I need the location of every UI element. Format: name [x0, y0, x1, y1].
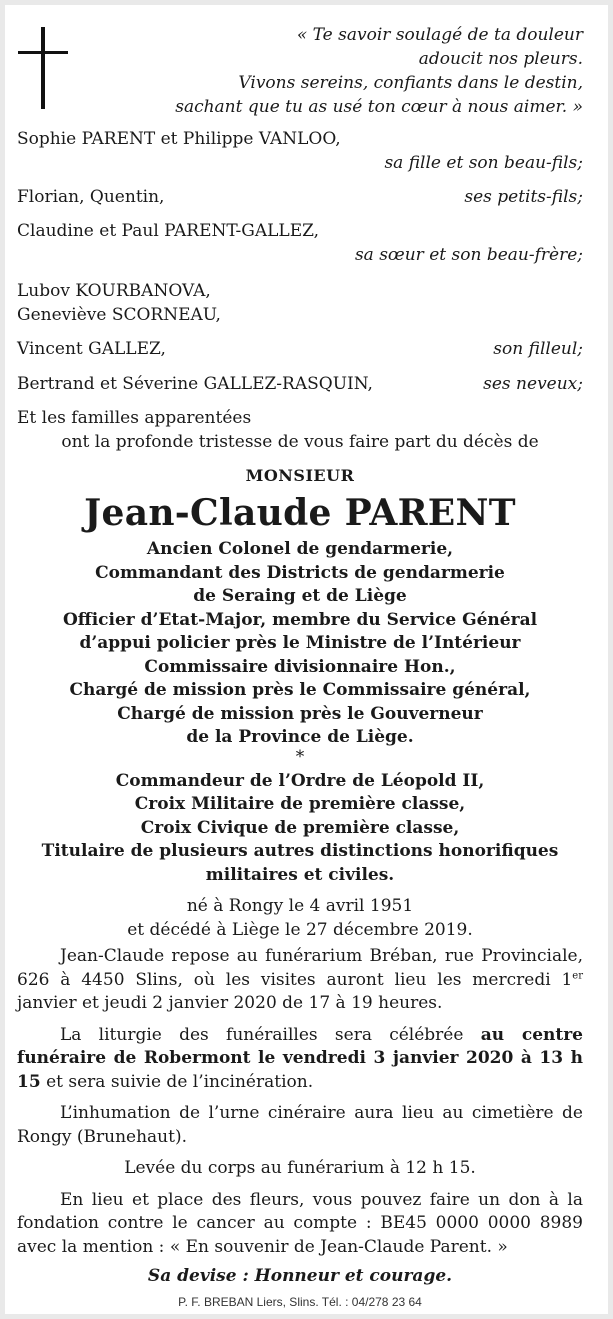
honors-block [17, 770, 583, 888]
poem [113, 23, 583, 119]
honor-line: militaires et civiles. [205, 864, 395, 885]
death-line: et décédé à Liège le 27 décembre 2019. [127, 919, 473, 940]
deceased-name: Jean-Claude PARENT [84, 492, 516, 534]
visits-sup: er [572, 969, 583, 981]
family-names: Geneviève SCORNEAU, [17, 305, 221, 325]
family-relation: son filleul; [493, 339, 583, 359]
family-relation: sa sœur et son beau-frère; [354, 244, 583, 265]
title-line: de la Province de Liège. [186, 727, 414, 747]
levee-line: Levée du corps au funérarium à 12 h 15. [124, 1158, 476, 1178]
burial-paragraph: L’inhumation de l’urne cinéraire aura lieu au cimetière de Rongy (Brunehaut). [17, 1103, 583, 1147]
liturgy-paragraph [17, 1024, 583, 1095]
announcement-text: ont la profonde tristesse de vous faire part du décès de [61, 432, 539, 452]
family-relation: ses petits-fils; [464, 186, 583, 207]
family-entry [17, 280, 583, 304]
family-names: Claudine et Paul PARENT-GALLEZ, [17, 220, 320, 241]
family-entry [17, 338, 583, 362]
title-line: Officier d’Etat-Major, membre du Service Général [62, 609, 538, 630]
titles-block [17, 538, 583, 750]
honorific: MONSIEUR [245, 465, 355, 485]
title-line: Chargé de mission près le Commissaire général, [69, 680, 531, 700]
birth-line: né à Rongy le 4 avril 1951 [186, 896, 414, 916]
liturgy-text: La liturgie des funérailles sera célébrée [60, 1024, 481, 1045]
family-names: Florian, Quentin, [17, 186, 165, 207]
title-line: Commandant des Districts de gendarmerie [95, 562, 505, 583]
visits-paragraph [17, 945, 583, 1016]
poem-line: Vivons sereins, confiants dans le destin, [238, 73, 583, 93]
honor-line: Croix Civique de première classe, [140, 817, 460, 838]
family-entry [17, 220, 583, 244]
visits-text-end: janvier et jeudi 2 janvier 2020 de 17 à 19 heures. [17, 993, 443, 1013]
honor-line: Titulaire de plusieurs autres distinctions honorifiques [41, 841, 559, 861]
liturgy-text-end: et sera suivie de l’incinération. [40, 1071, 314, 1092]
family-relation: sa fille et son beau-fils; [384, 153, 583, 173]
family-names: Vincent GALLEZ, [17, 339, 166, 359]
poem-line: adoucit nos pleurs. [418, 49, 583, 69]
honor-line: Commandeur de l’Ordre de Léopold II, [115, 770, 485, 791]
title-line: Ancien Colonel de gendarmerie, [146, 539, 454, 559]
funeral-home-footer: P. F. BREBAN Liers, Slins. Tél. : 04/278 23 64 [178, 1294, 422, 1309]
donation-paragraph: En lieu et place des fleurs, vous pouvez faire un don à la fondation contre le cancer au compte : BE45 0000 0000 8989 avec la mention : « En souvenir de Jean-Claude Parent. » [17, 1189, 583, 1257]
separator-asterisk: * [295, 746, 305, 767]
family-names: Lubov KOURBANOVA, [17, 281, 211, 301]
title-line: Chargé de mission près le Gouverneur [117, 703, 483, 724]
obituary-notice [5, 5, 608, 1314]
honor-line: Croix Militaire de première classe, [134, 794, 466, 814]
family-relation: ses neveux; [483, 374, 583, 394]
family-names: Sophie PARENT et Philippe VANLOO, [17, 129, 341, 149]
title-line: de Seraing et de Liège [193, 586, 407, 606]
liturgy-location: au centre funéraire de Robermont le vendredi 3 janvier 2020 à 13 h 15 [17, 1024, 583, 1092]
title-line: d’appui policier près le Ministre de l’Intérieur [79, 633, 521, 653]
title-line: Commissaire divisionnaire Hon., [144, 656, 456, 677]
family-list [17, 128, 583, 1314]
family-entry [17, 128, 583, 152]
family-names: Bertrand et Séverine GALLEZ-RASQUIN, [17, 374, 373, 394]
cross-icon [18, 27, 68, 109]
family-entry [17, 304, 583, 328]
family-entry [17, 373, 583, 397]
poem-line: sachant que tu as usé ton cœur à nous aimer. » [175, 97, 583, 117]
family-entry [17, 407, 583, 431]
poem-line: « Te savoir soulagé de ta douleur [296, 25, 583, 45]
family-names: Et les familles apparentées [17, 408, 252, 428]
visits-text: Jean-Claude repose au funérarium Bréban, rue Provinciale, 626 à 4450 Slins, où les visites auront lieu les mercredi 1 [17, 946, 583, 990]
family-entry [17, 186, 583, 210]
motto: Sa devise : Honneur et courage. [147, 1266, 453, 1286]
